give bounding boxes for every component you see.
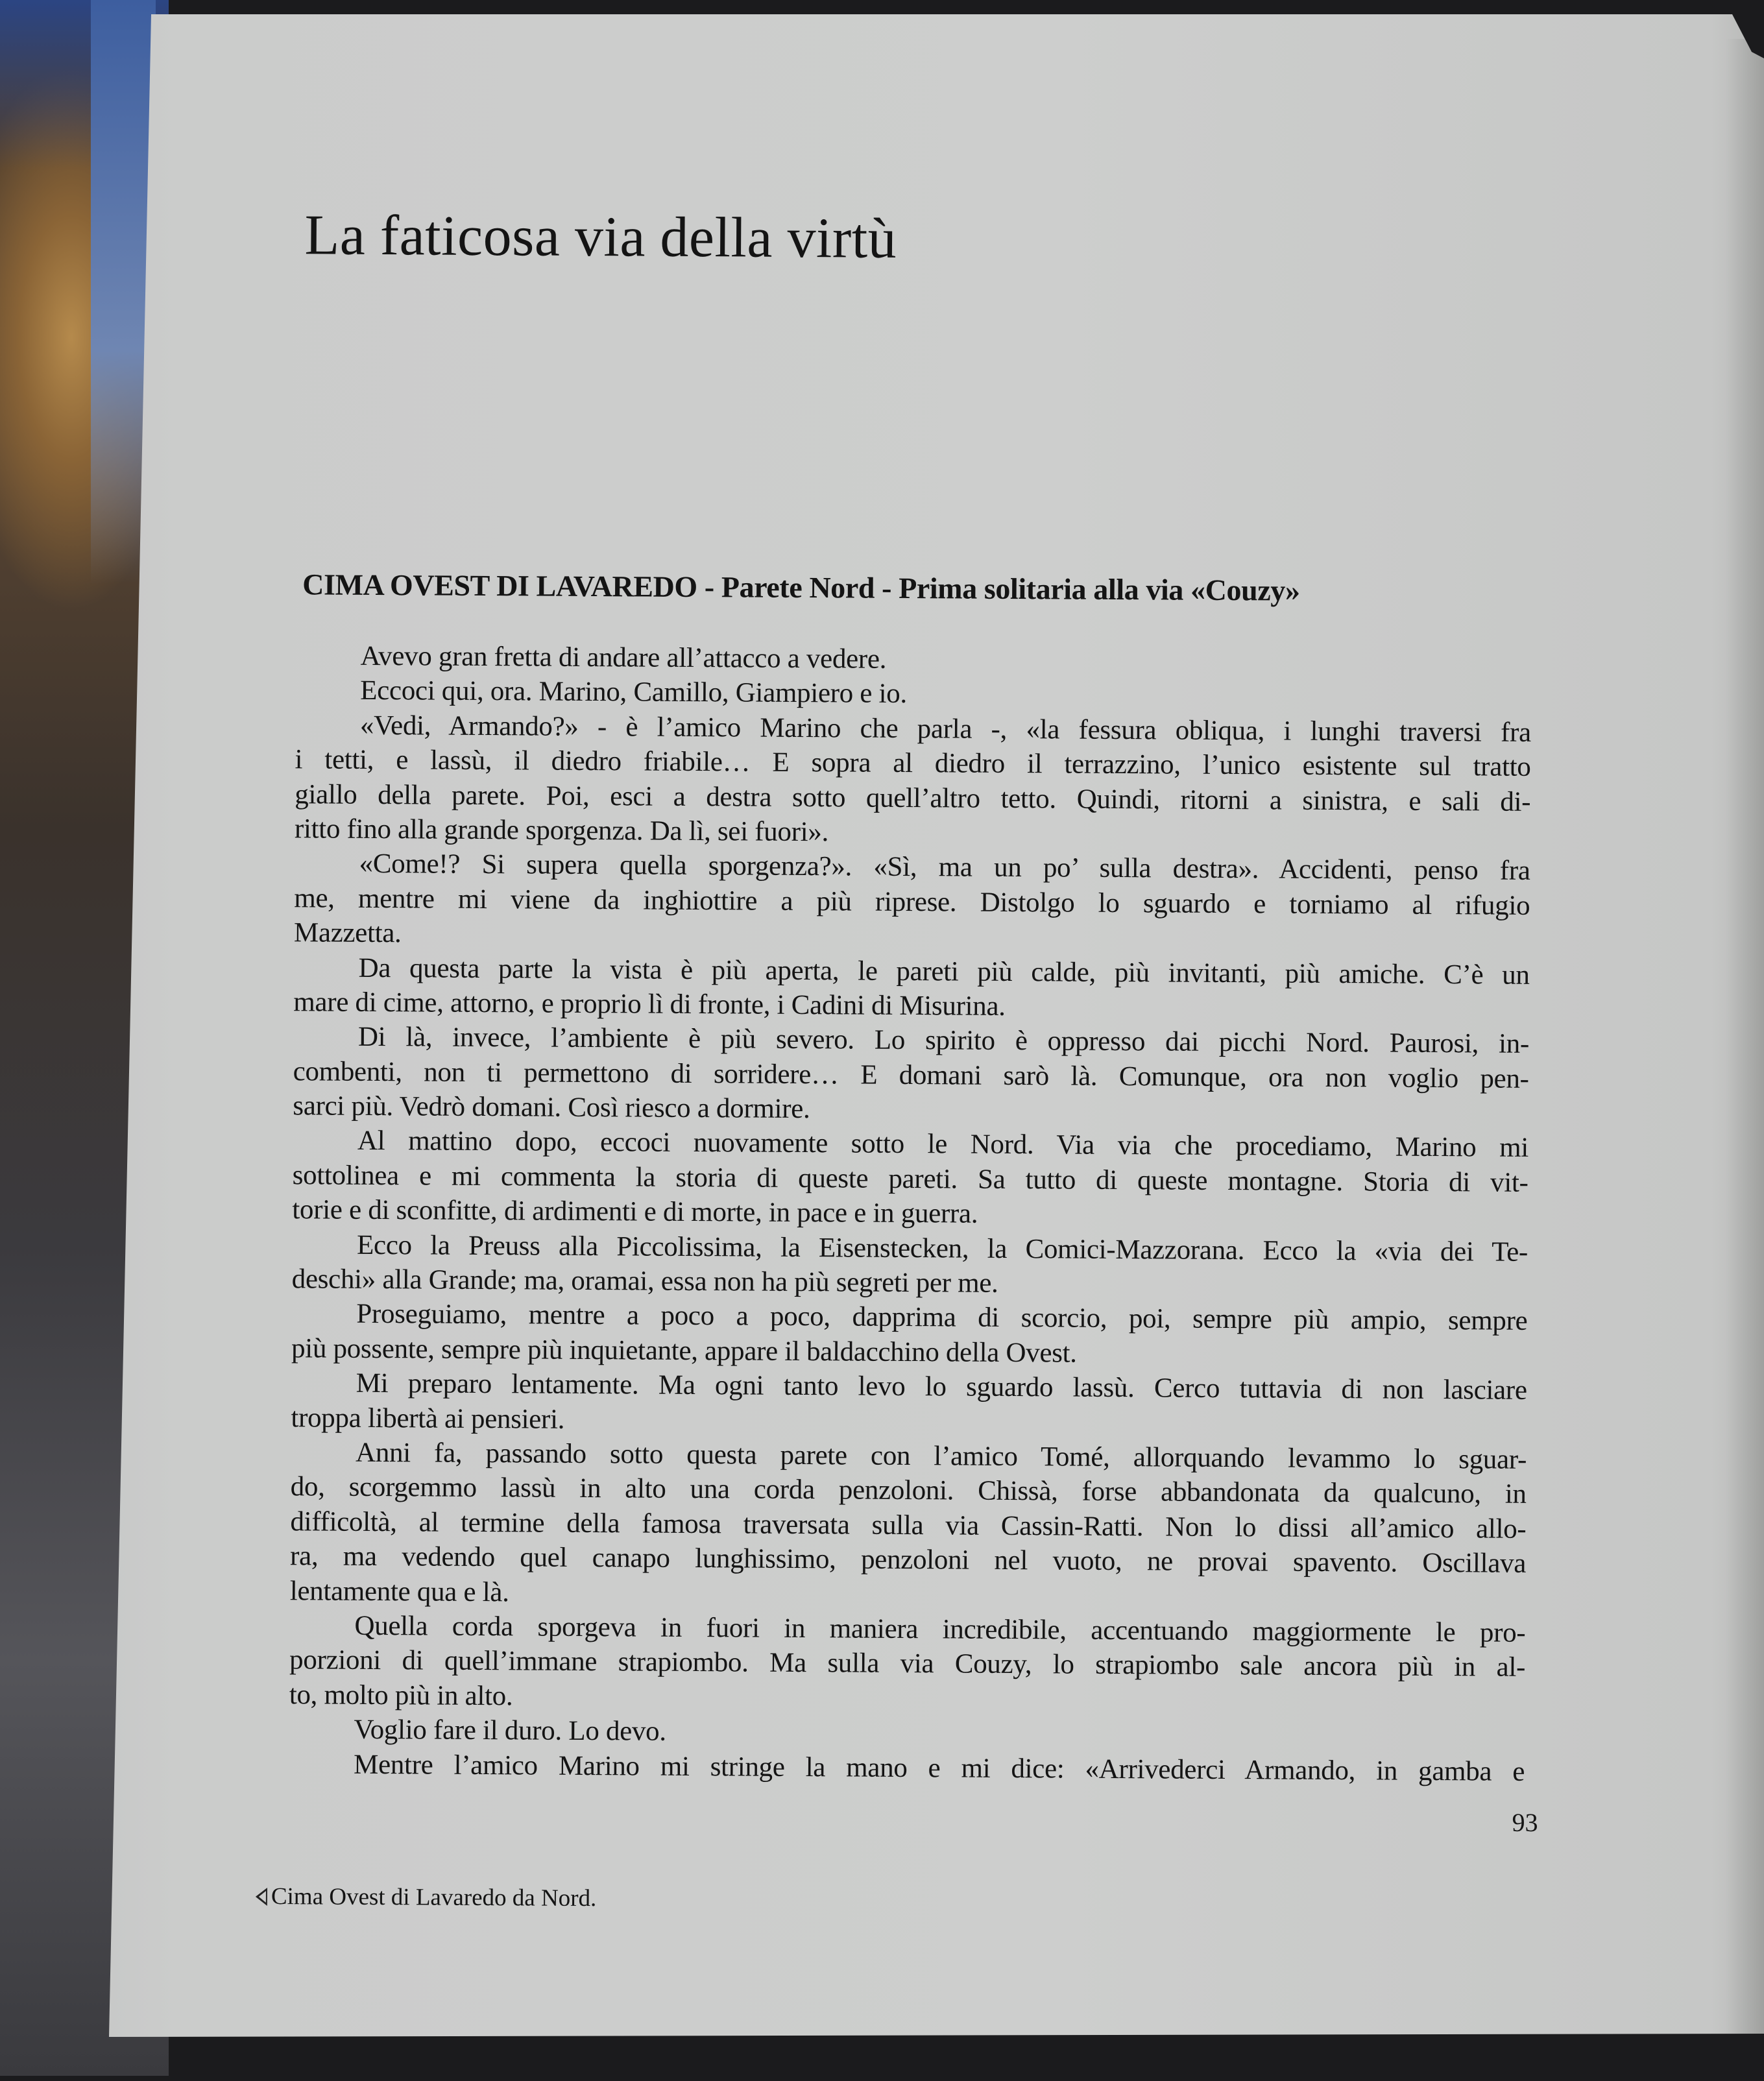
text-line: Mi preparo lentamente. Ma ogni tanto levo lo sguardo lassù. Cerco tuttavia di non lasciare: [356, 1368, 1527, 1406]
text-line: difficoltà, al termine della famosa traversata sulla via Cassin-Ratti. Non lo dissi all’amico allo-: [290, 1506, 1527, 1545]
text-line: do, scorgemmo lassù in alto una corda penzoloni. Chissà, forse abbandonata da qualcuno, in: [290, 1471, 1527, 1510]
photo-caption: [256, 1883, 597, 1912]
text-line: «Vedi, Armando?» - è l’amico Marino che parla -, «la fessura obliqua, i lunghi traversi fra: [359, 710, 1532, 748]
text-line: lentamente qua e là.: [289, 1575, 509, 1607]
text-line: ra, ma vedendo quel canapo lunghissimo, penzoloni nel vuoto, ne provai spavento. Oscillava: [289, 1541, 1527, 1579]
text-line: porzioni di quell’immane strapiombo. Ma sulla via Couzy, lo strapiombo sale ancora più in al-: [289, 1644, 1526, 1683]
paragraph: [289, 1608, 1526, 1720]
paragraph: [292, 1124, 1528, 1235]
body-text: [289, 638, 1532, 1788]
paragraph: [291, 1297, 1528, 1373]
paragraph: [292, 1227, 1528, 1304]
text-line: Avevo gran fretta di andare all’attacco a vedere.: [360, 640, 887, 675]
text-line: me, mentre mi viene da inghiottire a più riprese. Distolgo lo sguardo e torniamo al rifugio: [294, 882, 1530, 921]
text-line: torie e di sconfitte, di ardimenti e di morte, in pace e in guerra.: [292, 1194, 978, 1229]
text-line: più possente, sempre più inquietante, appare il baldacchino della Ovest.: [291, 1333, 1077, 1369]
left-triangle-icon: [256, 1887, 267, 1905]
paragraph: [289, 1747, 1525, 1789]
paragraph: [293, 950, 1530, 1027]
paragraph: [290, 1435, 1527, 1616]
text-line: Anni fa, passando sotto questa parete con l’amico Tomé, allorquando levammo lo sguar-: [355, 1437, 1527, 1475]
text-line: Mazzetta.: [293, 917, 402, 949]
text-line: sottolinea e mi commenta la storia di queste pareti. Sa tutto di queste montagne. Storia di vit-: [292, 1160, 1528, 1198]
text-line: «Come!? Si supera quella sporgenza?». «Sì, ma un po’ sulla destra». Accidenti, penso fra: [359, 848, 1530, 887]
paragraph: [295, 708, 1531, 854]
text-line: Mentre l’amico Marino mi stringe la mano e mi dice: «Arrivederci Armando, in gamba e: [354, 1749, 1525, 1787]
text-line: combenti, non ti permettono di sorridere… E domani sarò là. Comunque, ora non voglio pen-: [293, 1055, 1529, 1094]
paragraph: [291, 1365, 1527, 1442]
text-line: i tetti, e lassù, il diedro friabile… E sopra al diedro il terrazzino, l’unico esistente sul tratto: [295, 744, 1531, 783]
text-line: giallo della parete. Poi, esci a destra sotto quell’altro tetto. Quindi, ritorni a sinistra, e sali di-: [295, 778, 1531, 817]
text-line: troppa libertà ai pensieri.: [291, 1402, 565, 1435]
page-number: 93: [1512, 1807, 1538, 1837]
text-line: Quella corda sporgeva in fuori in maniera incredibile, accentuando maggiormente le pro-: [354, 1610, 1526, 1648]
text-line: Voglio fare il duro. Lo devo.: [354, 1714, 666, 1747]
text-line: Da questa parte la vista è più aperta, le pareti più calde, più invitanti, più amiche. C’è un: [358, 952, 1530, 991]
text-line: Ecco la Preuss alla Piccolissima, la Eisenstecken, la Comici-Mazzorana. Ecco la «via dei Te-: [356, 1229, 1528, 1268]
paragraph: [293, 1020, 1529, 1131]
paragraph: [294, 847, 1530, 958]
text-line: Al mattino dopo, eccoci nuovamente sotto le Nord. Via via che procediamo, Marino mi: [357, 1125, 1529, 1164]
text-line: ritto fino alla grande sporgenza. Da lì, sei fuori».: [294, 813, 829, 848]
text-line: mare di cime, attorno, e proprio lì di fronte, i Cadini di Misurina.: [293, 987, 1006, 1022]
text-line: Proseguiamo, mentre a poco a poco, dapprima di scorcio, poi, sempre più ampio, sempre: [356, 1299, 1528, 1337]
chapter-title: La faticosa via della virtù: [304, 204, 897, 271]
text-line: Eccoci qui, ora. Marino, Camillo, Giampiero e io.: [360, 675, 908, 710]
text-line: sarci più. Vedrò domani. Così riesco a dormire.: [293, 1090, 810, 1125]
text-line: deschi» alla Grande; ma, oramai, essa non ha più segreti per me.: [291, 1264, 998, 1299]
text-line: to, molto più in alto.: [289, 1679, 513, 1712]
caption-text: Cima Ovest di Lavaredo da Nord.: [271, 1883, 597, 1912]
text-line: Di là, invece, l’ambiente è più severo. Lo spirito è oppresso dai picchi Nord. Paurosi, in-: [357, 1022, 1530, 1060]
section-heading: CIMA OVEST DI LAVAREDO - Parete Nord - Prima solitaria alla via «Couzy»: [302, 568, 1300, 607]
